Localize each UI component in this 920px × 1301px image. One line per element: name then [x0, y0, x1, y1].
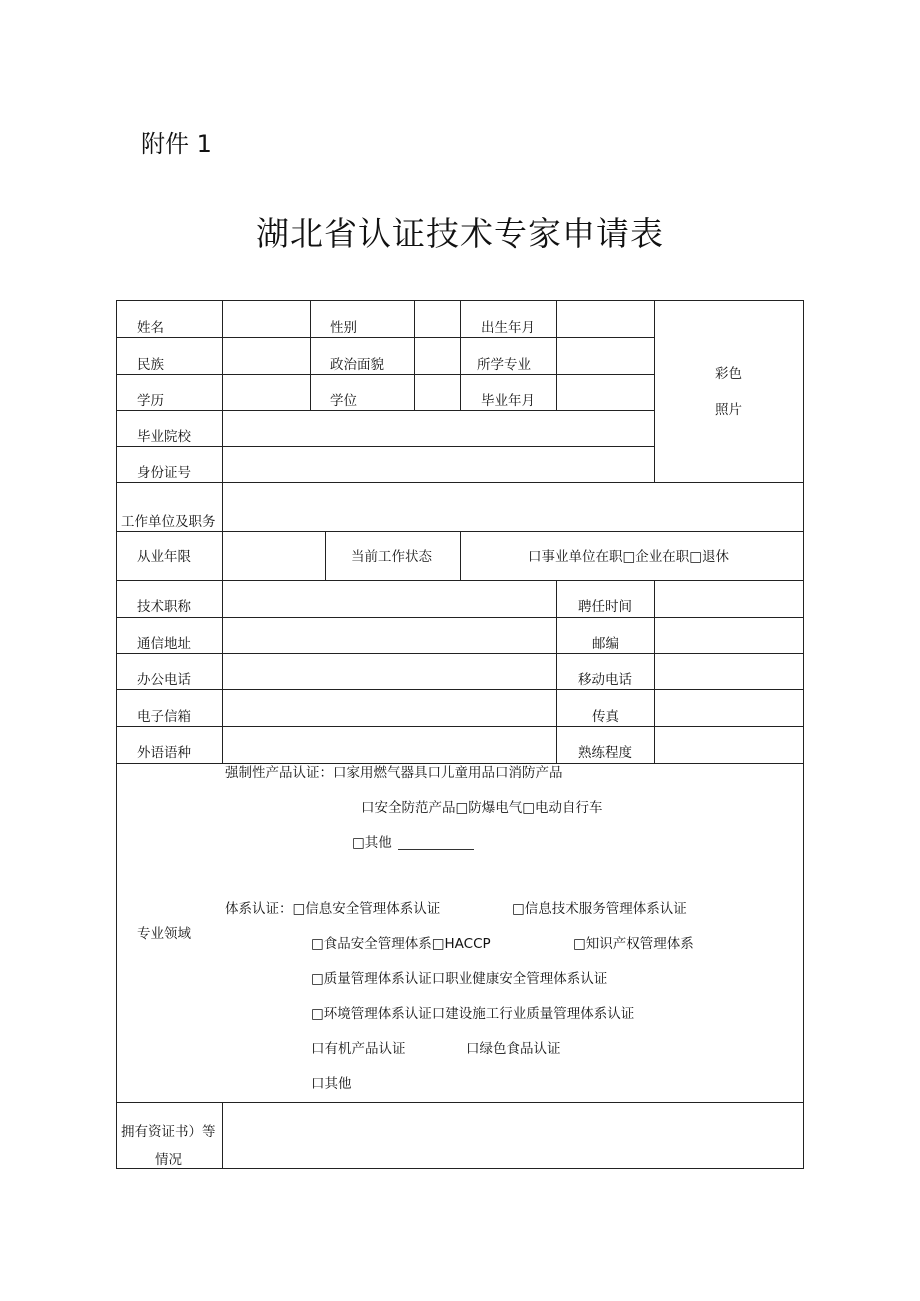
birth-date-label: 出生年月 — [481, 320, 535, 336]
degree-label: 学位 — [330, 393, 357, 409]
row-line — [116, 337, 655, 338]
office-phone-label: 办公电话 — [137, 672, 191, 688]
col-line — [222, 580, 223, 763]
major-label: 所学专业 — [477, 357, 531, 373]
row-line — [116, 374, 655, 375]
ccc-certification-options-2[interactable]: 口安全防范产品□防爆电气□电动自行车 — [361, 800, 603, 816]
system-cert-quality[interactable]: □质量管理体系认证口职业健康安全管理体系认证 — [311, 971, 608, 987]
col-line — [654, 300, 655, 482]
political-status-label: 政治面貌 — [330, 357, 384, 373]
col-line — [222, 300, 223, 581]
ccc-certification-options[interactable]: 强制性产品认证：口家用燃气器具口儿童用品口消防产品 — [225, 765, 563, 781]
row-line — [116, 580, 804, 581]
system-cert-isms[interactable]: 体系认证：□信息安全管理体系认证 — [225, 901, 441, 917]
ethnicity-label: 民族 — [137, 357, 164, 373]
col-line — [325, 531, 326, 580]
table-border-bottom — [116, 1168, 804, 1169]
row-line — [116, 410, 655, 411]
hire-time-label: 聘任时间 — [578, 599, 632, 615]
system-cert-food-safety[interactable]: □食品安全管理体系□HACCP — [311, 936, 491, 952]
gender-label: 性别 — [330, 320, 357, 336]
ccc-other-option[interactable]: □其他 — [352, 835, 392, 851]
col-line — [556, 580, 557, 763]
col-line — [460, 300, 461, 410]
name-label: 姓名 — [137, 320, 164, 336]
work-status-label: 当前工作状态 — [351, 549, 432, 565]
form-title: 湖北省认证技术专家申请表 — [256, 214, 664, 253]
id-number-label: 身份证号 — [137, 465, 191, 481]
work-unit-label: 工作单位及职务 — [121, 514, 216, 530]
postcode-label: 邮编 — [592, 636, 619, 652]
system-cert-ip[interactable]: □知识产权管理体系 — [573, 936, 694, 952]
row-line — [116, 763, 804, 764]
photo-label-line2: 照片 — [715, 402, 742, 418]
graduation-date-label: 毕业年月 — [481, 393, 535, 409]
row-line — [116, 1102, 804, 1103]
col-line — [222, 1102, 223, 1169]
row-line — [116, 689, 804, 690]
row-line — [116, 482, 804, 483]
certificates-label-line1: 拥有资证书）等 — [121, 1124, 216, 1140]
work-status-options[interactable]: 口事业单位在职□企业在职□退休 — [528, 549, 730, 565]
col-line — [310, 300, 311, 410]
photo-label-line1: 彩色 — [715, 366, 742, 382]
ccc-other-blank[interactable] — [398, 849, 474, 850]
row-line — [116, 617, 804, 618]
years-of-practice-label: 从业年限 — [137, 549, 191, 565]
fax-label: 传真 — [592, 709, 619, 725]
row-line — [116, 653, 804, 654]
system-cert-environment[interactable]: □环境管理体系认证口建设施工行业质量管理体系认证 — [311, 1006, 635, 1022]
address-label: 通信地址 — [137, 636, 191, 652]
education-label: 学历 — [137, 393, 164, 409]
system-cert-organic[interactable]: 口有机产品认证 — [311, 1041, 406, 1057]
col-line — [460, 531, 461, 580]
col-line — [654, 580, 655, 763]
system-cert-other[interactable]: 口其他 — [311, 1076, 352, 1092]
field-label: 专业领域 — [137, 926, 191, 942]
table-border-left — [116, 300, 117, 1169]
certificates-label-line2: 情况 — [155, 1152, 182, 1168]
email-label: 电子信箱 — [137, 709, 191, 725]
table-border-right — [803, 300, 804, 1169]
attachment-label: 附件 1 — [141, 130, 212, 158]
system-cert-itsm[interactable]: □信息技术服务管理体系认证 — [512, 901, 687, 917]
col-line — [414, 300, 415, 410]
proficiency-label: 熟练程度 — [578, 745, 632, 761]
row-line — [116, 446, 655, 447]
system-cert-green-food[interactable]: 口绿色食品认证 — [466, 1041, 561, 1057]
col-line — [556, 300, 557, 410]
mobile-phone-label: 移动电话 — [578, 672, 632, 688]
row-line — [116, 726, 804, 727]
tech-title-label: 技术职称 — [137, 599, 191, 615]
language-label: 外语语种 — [137, 745, 191, 761]
school-label: 毕业院校 — [137, 429, 191, 445]
